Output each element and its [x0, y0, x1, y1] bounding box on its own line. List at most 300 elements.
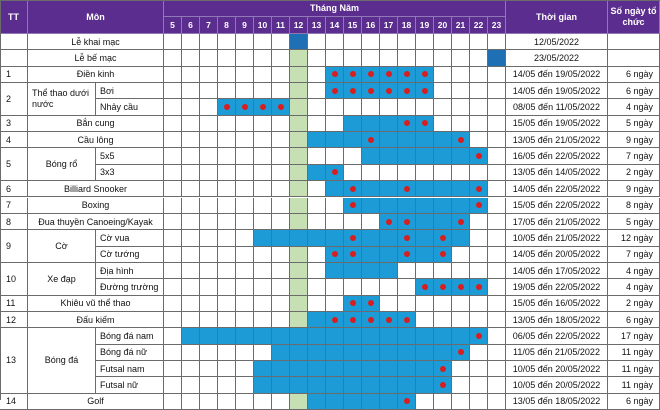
- time-range: 15/05 đến 16/05/2022: [506, 296, 608, 312]
- day-header-20: 20: [434, 17, 452, 34]
- day-cell-8: [218, 132, 236, 148]
- day-count: 11 ngày: [608, 345, 660, 361]
- day-cell-11: [272, 345, 290, 361]
- day-cell-18: [398, 165, 416, 181]
- day-header-8: 8: [218, 17, 236, 34]
- day-cell-16: [362, 148, 380, 164]
- day-count: 9 ngày: [608, 132, 660, 148]
- day-cell-6: [182, 214, 200, 230]
- day-cell-7: [200, 361, 218, 377]
- day-cell-23: [488, 263, 506, 279]
- day-cell-19: [416, 230, 434, 246]
- day-cell-22: [470, 328, 488, 344]
- competition-day-dot: [368, 137, 374, 143]
- day-header-14: 14: [326, 17, 344, 34]
- day-count: 5 ngày: [608, 116, 660, 132]
- competition-day-dot: [332, 251, 338, 257]
- day-cell-5: [164, 198, 182, 214]
- day-cell-21: [452, 116, 470, 132]
- day-cell-12: [290, 247, 308, 263]
- day-cell-11: [272, 132, 290, 148]
- day-cell-21: [452, 50, 470, 66]
- day-cell-20: [434, 132, 452, 148]
- day-cell-13: [308, 214, 326, 230]
- day-cell-10: [254, 148, 272, 164]
- day-cell-16: [362, 345, 380, 361]
- time-range: 14/05 đến 19/05/2022: [506, 67, 608, 83]
- competition-day-dot: [440, 366, 446, 372]
- day-cell-23: [488, 345, 506, 361]
- sport-name: Billiard Snooker: [28, 181, 164, 197]
- competition-day-dot: [350, 186, 356, 192]
- row-number-merged: 13: [0, 328, 28, 393]
- day-cell-15: [344, 230, 362, 246]
- time-range: 06/05 đến 22/05/2022: [506, 328, 608, 344]
- day-cell-16: [362, 67, 380, 83]
- competition-day-dot: [368, 88, 374, 94]
- day-cell-9: [236, 165, 254, 181]
- day-cell-8: [218, 230, 236, 246]
- competition-day-dot: [476, 284, 482, 290]
- day-cell-7: [200, 394, 218, 410]
- day-header-13: 13: [308, 17, 326, 34]
- day-cell-8: [218, 328, 236, 344]
- day-cell-17: [380, 377, 398, 393]
- time-range: 14/05 đến 17/05/2022: [506, 263, 608, 279]
- day-header-6: 6: [182, 17, 200, 34]
- day-cell-23: [488, 83, 506, 99]
- day-cell-5: [164, 361, 182, 377]
- day-cell-16: [362, 230, 380, 246]
- sport-name: Cầu lông: [28, 132, 164, 148]
- day-cell-11: [272, 116, 290, 132]
- day-cell-6: [182, 67, 200, 83]
- day-cell-15: [344, 296, 362, 312]
- day-cell-12: [290, 312, 308, 328]
- day-cell-20: [434, 394, 452, 410]
- day-cell-21: [452, 99, 470, 115]
- row-number: 12: [0, 312, 28, 328]
- sport-name: Cờ tướng: [96, 247, 164, 263]
- competition-day-dot: [458, 137, 464, 143]
- day-cell-17: [380, 34, 398, 50]
- day-cell-21: [452, 132, 470, 148]
- day-cell-18: [398, 230, 416, 246]
- day-cell-13: [308, 99, 326, 115]
- day-cell-9: [236, 279, 254, 295]
- day-cell-23: [488, 279, 506, 295]
- day-cell-9: [236, 181, 254, 197]
- time-range: 15/05 đến 22/05/2022: [506, 198, 608, 214]
- day-cell-12: [290, 279, 308, 295]
- day-cell-16: [362, 361, 380, 377]
- day-cell-9: [236, 67, 254, 83]
- day-cell-23: [488, 214, 506, 230]
- day-cell-11: [272, 83, 290, 99]
- row-number: 3: [0, 116, 28, 132]
- competition-day-dot: [440, 251, 446, 257]
- row-number: [0, 34, 28, 50]
- day-cell-8: [218, 279, 236, 295]
- day-cell-18: [398, 67, 416, 83]
- day-cell-18: [398, 328, 416, 344]
- day-cell-9: [236, 296, 254, 312]
- time-range: 15/05 đến 19/05/2022: [506, 116, 608, 132]
- day-header-19: 19: [416, 17, 434, 34]
- day-cell-13: [308, 116, 326, 132]
- day-cell-12: [290, 181, 308, 197]
- day-cell-6: [182, 394, 200, 410]
- day-cell-23: [488, 247, 506, 263]
- day-cell-18: [398, 148, 416, 164]
- day-count: 11 ngày: [608, 377, 660, 393]
- day-cell-6: [182, 263, 200, 279]
- sport-name: Bóng đá nam: [96, 328, 164, 344]
- day-cell-19: [416, 247, 434, 263]
- day-cell-7: [200, 116, 218, 132]
- day-header-22: 22: [470, 17, 488, 34]
- day-cell-23: [488, 165, 506, 181]
- day-cell-5: [164, 116, 182, 132]
- day-cell-22: [470, 247, 488, 263]
- day-cell-15: [344, 198, 362, 214]
- day-cell-20: [434, 279, 452, 295]
- day-cell-22: [470, 34, 488, 50]
- day-cell-22: [470, 377, 488, 393]
- day-cell-14: [326, 296, 344, 312]
- day-cell-15: [344, 99, 362, 115]
- day-cell-8: [218, 99, 236, 115]
- day-cell-7: [200, 312, 218, 328]
- day-cell-17: [380, 296, 398, 312]
- day-cell-19: [416, 361, 434, 377]
- day-cell-23: [488, 377, 506, 393]
- time-range: 13/05 đến 14/05/2022: [506, 165, 608, 181]
- day-cell-8: [218, 345, 236, 361]
- day-cell-11: [272, 247, 290, 263]
- day-cell-5: [164, 345, 182, 361]
- day-cell-14: [326, 34, 344, 50]
- day-cell-7: [200, 230, 218, 246]
- day-cell-11: [272, 198, 290, 214]
- time-range: 13/05 đến 21/05/2022: [506, 132, 608, 148]
- day-cell-8: [218, 214, 236, 230]
- day-cell-13: [308, 247, 326, 263]
- day-cell-22: [470, 345, 488, 361]
- day-cell-13: [308, 361, 326, 377]
- day-cell-11: [272, 99, 290, 115]
- day-header-11: 11: [272, 17, 290, 34]
- day-cell-6: [182, 181, 200, 197]
- day-cell-17: [380, 83, 398, 99]
- day-cell-16: [362, 83, 380, 99]
- day-cell-12: [290, 230, 308, 246]
- day-cell-16: [362, 394, 380, 410]
- day-cell-17: [380, 165, 398, 181]
- day-cell-14: [326, 132, 344, 148]
- day-cell-15: [344, 67, 362, 83]
- day-count: 7 ngày: [608, 148, 660, 164]
- day-cell-12: [290, 34, 308, 50]
- day-cell-15: [344, 50, 362, 66]
- day-cell-15: [344, 148, 362, 164]
- day-cell-11: [272, 312, 290, 328]
- competition-day-dot: [404, 219, 410, 225]
- day-header-7: 7: [200, 17, 218, 34]
- day-cell-8: [218, 181, 236, 197]
- row-number-merged: 2: [0, 83, 28, 116]
- competition-day-dot: [440, 284, 446, 290]
- competition-day-dot: [368, 71, 374, 77]
- day-cell-15: [344, 312, 362, 328]
- day-cell-20: [434, 247, 452, 263]
- day-cell-13: [308, 165, 326, 181]
- day-cell-17: [380, 50, 398, 66]
- day-cell-10: [254, 50, 272, 66]
- day-cell-19: [416, 132, 434, 148]
- day-cell-6: [182, 312, 200, 328]
- day-cell-5: [164, 247, 182, 263]
- day-cell-16: [362, 279, 380, 295]
- day-cell-5: [164, 99, 182, 115]
- day-cell-6: [182, 247, 200, 263]
- day-cell-9: [236, 361, 254, 377]
- competition-day-dot: [476, 186, 482, 192]
- day-cell-19: [416, 34, 434, 50]
- day-header-18: 18: [398, 17, 416, 34]
- day-cell-14: [326, 230, 344, 246]
- day-cell-21: [452, 165, 470, 181]
- day-cell-9: [236, 50, 254, 66]
- day-cell-14: [326, 214, 344, 230]
- time-range: 10/05 đến 21/05/2022: [506, 230, 608, 246]
- day-cell-5: [164, 296, 182, 312]
- row-number: 8: [0, 214, 28, 230]
- day-cell-21: [452, 230, 470, 246]
- day-cell-11: [272, 279, 290, 295]
- day-cell-6: [182, 148, 200, 164]
- day-cell-18: [398, 345, 416, 361]
- day-cell-22: [470, 148, 488, 164]
- day-cell-5: [164, 394, 182, 410]
- day-cell-20: [434, 230, 452, 246]
- day-cell-21: [452, 328, 470, 344]
- day-cell-8: [218, 116, 236, 132]
- day-cell-19: [416, 99, 434, 115]
- day-cell-15: [344, 116, 362, 132]
- day-cell-5: [164, 165, 182, 181]
- day-cell-12: [290, 99, 308, 115]
- day-cell-9: [236, 328, 254, 344]
- day-cell-16: [362, 165, 380, 181]
- day-count: 11 ngày: [608, 361, 660, 377]
- sport-group-name: Bóng rổ: [28, 148, 96, 181]
- day-cell-19: [416, 214, 434, 230]
- day-cell-11: [272, 263, 290, 279]
- day-cell-21: [452, 394, 470, 410]
- day-cell-23: [488, 296, 506, 312]
- row-number: 4: [0, 132, 28, 148]
- day-cell-22: [470, 263, 488, 279]
- day-cell-7: [200, 34, 218, 50]
- day-cell-20: [434, 181, 452, 197]
- day-cell-21: [452, 214, 470, 230]
- day-cell-13: [308, 198, 326, 214]
- day-cell-10: [254, 377, 272, 393]
- time-range: 16/05 đến 22/05/2022: [506, 148, 608, 164]
- day-cell-16: [362, 132, 380, 148]
- day-cell-22: [470, 50, 488, 66]
- day-cell-8: [218, 377, 236, 393]
- day-cell-10: [254, 312, 272, 328]
- competition-day-dot: [332, 71, 338, 77]
- day-cell-12: [290, 67, 308, 83]
- day-cell-5: [164, 263, 182, 279]
- day-cell-23: [488, 328, 506, 344]
- day-cell-5: [164, 377, 182, 393]
- day-cell-18: [398, 99, 416, 115]
- day-cell-19: [416, 296, 434, 312]
- day-cell-18: [398, 296, 416, 312]
- day-cell-15: [344, 132, 362, 148]
- day-cell-6: [182, 165, 200, 181]
- day-cell-5: [164, 328, 182, 344]
- day-cell-14: [326, 263, 344, 279]
- day-count: 9 ngày: [608, 181, 660, 197]
- day-cell-9: [236, 247, 254, 263]
- day-cell-22: [470, 214, 488, 230]
- day-cell-8: [218, 165, 236, 181]
- day-cell-22: [470, 230, 488, 246]
- day-cell-23: [488, 230, 506, 246]
- day-cell-15: [344, 181, 362, 197]
- day-cell-21: [452, 279, 470, 295]
- day-cell-22: [470, 296, 488, 312]
- day-cell-8: [218, 394, 236, 410]
- day-cell-11: [272, 165, 290, 181]
- day-cell-12: [290, 296, 308, 312]
- day-count: 12 ngày: [608, 230, 660, 246]
- day-cell-8: [218, 312, 236, 328]
- day-cell-15: [344, 247, 362, 263]
- header-so-ngay: Số ngày tổ chức: [608, 0, 660, 34]
- day-cell-6: [182, 345, 200, 361]
- day-cell-20: [434, 312, 452, 328]
- sport-name: Lễ bế mạc: [28, 50, 164, 66]
- day-cell-10: [254, 345, 272, 361]
- day-cell-22: [470, 116, 488, 132]
- day-count: 4 ngày: [608, 279, 660, 295]
- day-cell-15: [344, 279, 362, 295]
- competition-day-dot: [422, 71, 428, 77]
- day-cell-10: [254, 214, 272, 230]
- competition-day-dot: [386, 317, 392, 323]
- day-cell-9: [236, 394, 254, 410]
- day-cell-13: [308, 132, 326, 148]
- sport-name: Khiêu vũ thể thao: [28, 296, 164, 312]
- competition-day-dot: [404, 398, 410, 404]
- day-cell-15: [344, 345, 362, 361]
- day-cell-17: [380, 230, 398, 246]
- competition-day-dot: [386, 88, 392, 94]
- day-cell-5: [164, 148, 182, 164]
- day-count: [608, 50, 660, 66]
- day-cell-23: [488, 198, 506, 214]
- day-cell-16: [362, 34, 380, 50]
- time-range: 13/05 đến 18/05/2022: [506, 312, 608, 328]
- day-cell-14: [326, 99, 344, 115]
- competition-day-dot: [350, 317, 356, 323]
- day-cell-12: [290, 214, 308, 230]
- day-count: 2 ngày: [608, 296, 660, 312]
- day-cell-18: [398, 50, 416, 66]
- day-cell-16: [362, 198, 380, 214]
- day-count: 6 ngày: [608, 394, 660, 410]
- day-cell-13: [308, 377, 326, 393]
- sport-group-name: Bóng đá: [28, 328, 96, 393]
- day-cell-14: [326, 116, 344, 132]
- day-cell-13: [308, 263, 326, 279]
- day-cell-17: [380, 99, 398, 115]
- day-cell-21: [452, 263, 470, 279]
- day-cell-16: [362, 116, 380, 132]
- day-cell-12: [290, 263, 308, 279]
- competition-day-dot: [440, 382, 446, 388]
- day-cell-7: [200, 263, 218, 279]
- row-number-merged: 5: [0, 148, 28, 181]
- day-cell-9: [236, 345, 254, 361]
- day-header-5: 5: [164, 17, 182, 34]
- competition-day-dot: [332, 317, 338, 323]
- day-count: 2 ngày: [608, 165, 660, 181]
- day-cell-14: [326, 377, 344, 393]
- competition-day-dot: [404, 235, 410, 241]
- day-cell-14: [326, 198, 344, 214]
- competition-day-dot: [404, 120, 410, 126]
- competition-day-dot: [242, 104, 248, 110]
- day-cell-9: [236, 99, 254, 115]
- time-range: 14/05 đến 22/05/2022: [506, 181, 608, 197]
- competition-day-dot: [422, 88, 428, 94]
- day-count: 7 ngày: [608, 247, 660, 263]
- competition-day-dot: [386, 71, 392, 77]
- day-cell-21: [452, 377, 470, 393]
- time-range: 11/05 đến 21/05/2022: [506, 345, 608, 361]
- competition-day-dot: [404, 71, 410, 77]
- day-cell-13: [308, 296, 326, 312]
- day-cell-6: [182, 279, 200, 295]
- day-cell-13: [308, 50, 326, 66]
- day-cell-20: [434, 296, 452, 312]
- day-cell-16: [362, 312, 380, 328]
- day-cell-8: [218, 83, 236, 99]
- sport-name: Futsal nữ: [96, 377, 164, 393]
- day-cell-8: [218, 50, 236, 66]
- sport-name: Đấu kiếm: [28, 312, 164, 328]
- competition-day-dot: [458, 219, 464, 225]
- day-header-15: 15: [344, 17, 362, 34]
- day-cell-14: [326, 247, 344, 263]
- day-count: 4 ngày: [608, 263, 660, 279]
- day-cell-7: [200, 132, 218, 148]
- day-cell-11: [272, 394, 290, 410]
- day-cell-11: [272, 50, 290, 66]
- day-cell-8: [218, 148, 236, 164]
- day-cell-18: [398, 312, 416, 328]
- competition-day-dot: [404, 88, 410, 94]
- day-cell-13: [308, 279, 326, 295]
- day-cell-22: [470, 67, 488, 83]
